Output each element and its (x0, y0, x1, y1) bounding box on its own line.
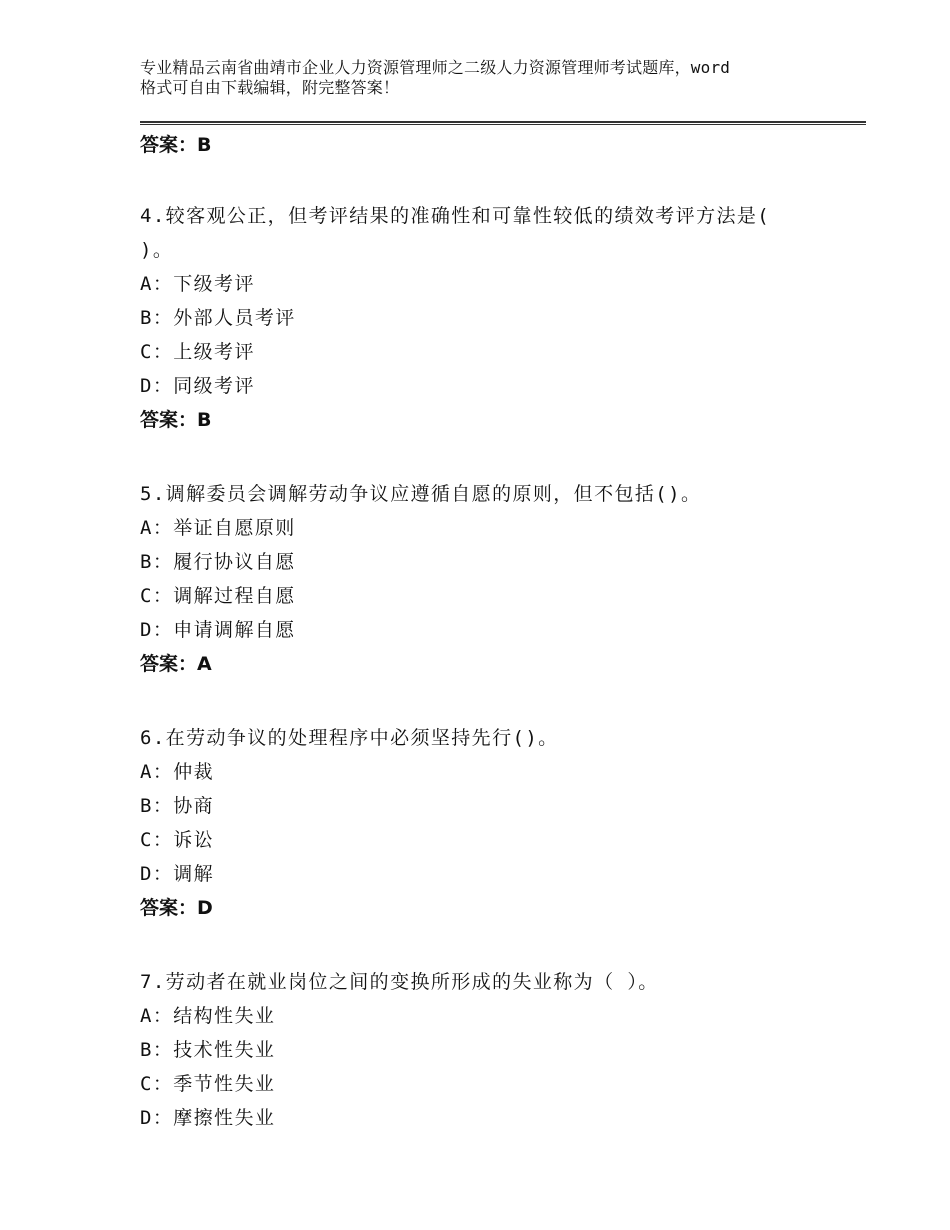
question-stem: 6.在劳动争议的处理程序中必须坚持先行()。 (140, 727, 559, 749)
option-c: C：季节性失业 (140, 1073, 276, 1095)
question-5 (140, 477, 860, 681)
option-d: D：调解 (140, 863, 215, 885)
answer-line: 答案：B (140, 409, 212, 431)
question-6 (140, 721, 860, 925)
document-body (140, 128, 860, 1135)
option-b: B：履行协议自愿 (140, 551, 296, 573)
question-stem: 5.调解委员会调解劳动争议应遵循自愿的原则，但不包括()。 (140, 483, 702, 505)
option-b: B：技术性失业 (140, 1039, 276, 1061)
question-4 (140, 199, 860, 437)
option-a: A：结构性失业 (140, 1005, 276, 1027)
option-d: D：申请调解自愿 (140, 619, 296, 641)
option-b: B：外部人员考评 (140, 307, 296, 329)
option-c: C：调解过程自愿 (140, 585, 296, 607)
header-divider (140, 121, 866, 125)
question-stem-line: 4.较客观公正，但考评结果的准确性和可靠性较低的绩效考评方法是( (140, 205, 771, 227)
question-stem (140, 199, 860, 267)
option-d: D：同级考评 (140, 375, 255, 397)
option-b: B：协商 (140, 795, 215, 817)
question-stem: 7.劳动者在就业岗位之间的变换所形成的失业称为（ ）。 (140, 971, 659, 993)
answer-line: 答案：A (140, 653, 212, 675)
option-a: A：下级考评 (140, 273, 255, 295)
header-line-1: 专业精品云南省曲靖市企业人力资源管理师之二级人力资源管理师考试题库，word (140, 58, 731, 77)
option-d: D：摩擦性失业 (140, 1107, 276, 1129)
option-a: A：仲裁 (140, 761, 215, 783)
question-stem-line: )。 (140, 239, 174, 261)
option-c: C：上级考评 (140, 341, 255, 363)
header-line-2: 格式可自由下载编辑，附完整答案！ (140, 78, 400, 97)
question-7 (140, 965, 860, 1135)
document-header (140, 58, 840, 98)
answer-line: 答案：D (140, 897, 213, 919)
option-c: C：诉讼 (140, 829, 215, 851)
option-a: A：举证自愿原则 (140, 517, 296, 539)
answer-line: 答案：B (140, 134, 212, 156)
